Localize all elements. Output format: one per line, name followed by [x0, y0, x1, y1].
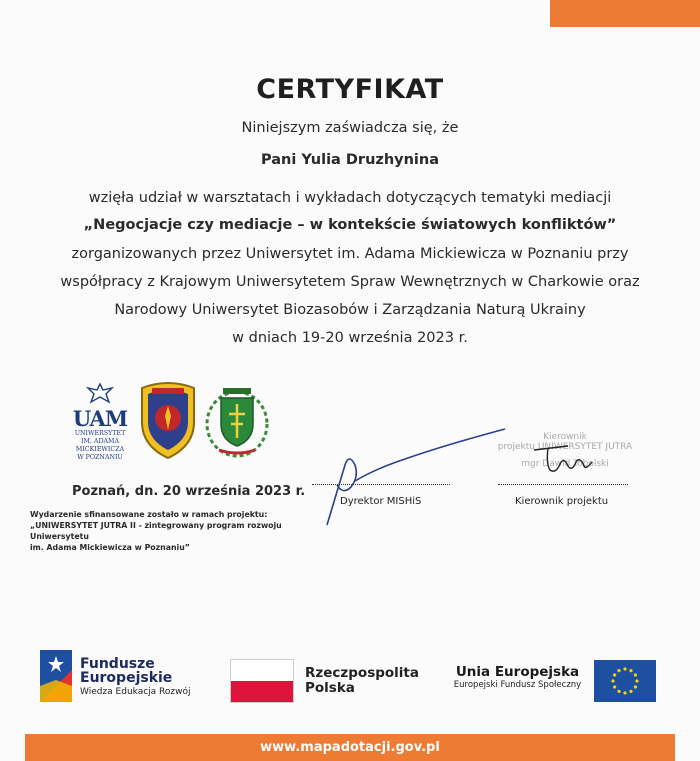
funding-line3: Uniwersytetu [30, 532, 89, 541]
uam-line3: W POZNANIU [77, 454, 123, 461]
funding-line4: im. Adama Mickiewicza w Poznaniu” [30, 543, 190, 552]
rp-line1: Rzeczpospolita [305, 665, 419, 681]
place-date: Poznań, dn. 20 września 2023 r. [72, 484, 306, 499]
cooperation-line: współpracy z Krajowym Uniwersytetem Spraw Wewnętrznych w Charkowie oraz [60, 274, 640, 290]
stamp-line3: mgr Dawid Tobolski [521, 459, 609, 469]
director-signature-icon [315, 425, 515, 530]
eu-flag-icon [594, 660, 656, 702]
director-label: Dyrektor MISHiS [340, 496, 422, 507]
fundusze-europejskie-icon [40, 650, 72, 702]
fe-line1: Fundusze [80, 656, 155, 672]
nubip-crest-icon [205, 380, 269, 460]
eagle-emblem-icon [85, 382, 115, 404]
corner-orange-bar [550, 0, 700, 27]
kharkiv-university-crest-icon [136, 380, 200, 460]
footer-url: www.mapadotacji.gov.pl [260, 740, 440, 755]
stamp-line1: Kierownik [543, 432, 587, 442]
uam-line2: IM. ADAMA MICKIEWICZA [75, 438, 125, 453]
funding-line2: „UNIWERSYTET JUTRA II - zintegrowany program rozwoju [30, 521, 282, 530]
fundusze-europejskie-text [80, 657, 191, 699]
unia-europejska-text [450, 664, 585, 690]
organizer-line: zorganizowanych przez Uniwersytet im. Adama Mickiewicza w Poznaniu przy [71, 246, 629, 262]
director-signature-line [312, 484, 450, 485]
ue-line2: Europejski Fundusz Społeczny [453, 680, 582, 690]
manager-signature-icon [528, 440, 598, 478]
stamp-line2: projektu UNIWERSYTET JUTRA [497, 442, 633, 452]
rp-line2: Polska [305, 680, 355, 696]
recipient-name: Pani Yulia Druzhynina [260, 152, 440, 168]
funding-note [30, 509, 310, 553]
manager-signature-line [498, 484, 628, 485]
event-title: „Negocjacje czy mediacje – w kontekście światowych konfliktów” [83, 217, 617, 233]
certificate-title: CERTYFIKAT [256, 74, 444, 105]
uam-line1: UNIWERSYTET [74, 430, 126, 437]
fe-line2: Europejskie [80, 670, 173, 686]
dates-line: w dniach 19-20 września 2023 r. [232, 330, 468, 346]
footer-url-bar [25, 734, 675, 761]
manager-label: Kierownik projektu [515, 496, 609, 507]
fe-line3: Wiedza Edukacja Rozwój [80, 687, 191, 697]
university-line: Narodowy Uniwersytet Biozasobów i Zarządzania Naturą Ukrainy [114, 302, 586, 318]
rzeczpospolita-polska-text [305, 666, 419, 696]
funding-line1: Wydarzenie sfinansowane zostało w ramach projektu: [30, 510, 268, 519]
ue-line1: Unia Europejska [455, 664, 580, 680]
certifies-line: Niniejszym zaświadcza się, że [241, 120, 459, 136]
participation-line: wzięła udział w warsztatach i wykładach dotyczących tematyki mediacji [88, 190, 612, 206]
uam-logo [60, 382, 140, 462]
polish-flag-icon [230, 659, 294, 703]
uam-mark: UAM [72, 406, 128, 431]
